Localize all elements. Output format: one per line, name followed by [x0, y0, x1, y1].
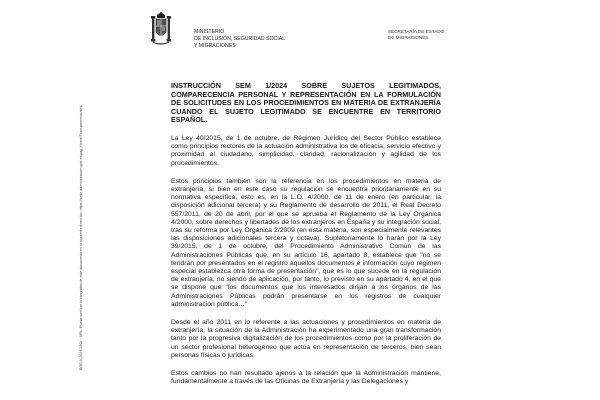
- secretaria-line: DE MIGRACIONES: [388, 35, 429, 40]
- side-verification-note: [79, 40, 89, 370]
- ministry-line: DE INCLUSIÓN, SEGURIDAD SOCIAL: [194, 36, 286, 42]
- letterhead: [150, 12, 460, 52]
- secretaria-line: SECRETARÍA DE ESTADO: [388, 29, 445, 34]
- paragraph: Estos cambios no han resultado ajenos a la relación que la Administración mantiene, fundamentalmente a través de las Oficinas de Extranjería y las Delegaciones y: [171, 370, 441, 386]
- ministry-line: Y MIGRACIONES: [194, 43, 236, 49]
- ministry-line: MINISTERIO: [194, 29, 225, 35]
- coat-of-arms-icon: [150, 12, 172, 48]
- ministry-name: [194, 29, 324, 50]
- secretaria-name: [388, 29, 468, 41]
- document-body: [171, 82, 441, 396]
- document-title: INSTRUCCIÓN SEM 1/2024 SOBRE SUJETOS LEGITIMADOS, COMPARECENCIA PERSONAL Y REPRESENTACIÓN EN LA FORMULACIÓN DE SOLICITUDES EN LOS PROCEDIMIENTOS EN MATERIA DE EXTRANJERÍA CUANDO EL SUJETO LEGITIMADO SE ENCUENTRE EN TERRITORIO ESPAÑOL.: [171, 81, 441, 125]
- paragraph: La Ley 40/2015, de 1 de octubre, de Régimen Jurídico del Sector Público establece como principios rectores de la actuación administrativa los de eficacia, servicio efectivo y proximidad al ciudadano, simplicidad, claridad, racionalización y agilidad de los procedimientos.: [171, 134, 441, 167]
- side-note-text: BOE-A-2024-2504 · URL: Puede verificar la integridad de este documento en la siguiente dirección: https://sede.administracion.gob.es/pag_Home/Transparencia.html: [79, 105, 83, 370]
- paragraph: Desde el año 2011 en lo referente a las actuaciones y procedimientos en materia de extranjería, la situación de la Administración ha experimentado una gran transformación tanto por la progresiva digitalización de los procedimientos como por la proliferación de un sector profesional heterogéneo que actúa en representación de terceros, bien sean personas físicas o jurídicas.: [171, 319, 441, 359]
- paragraph: Estos principios también son la referencia en los procedimientos en materia de extranjería, si bien en este caso su regulación se encuentra prioritariamente en su normativa específica, esto es, en la L.O. 4/2000, de 11 de enero (en particular, la disposición adicional tercera) y su Reglamento de desarrollo de 2011, el Real Decreto 557/2011, de 20 de abril, por el que se aprueba el Reglamento de la Ley Orgánica 4/2000, sobre derechos y libertades de los extranjeros en España y su integración social, tras su reforma por Ley Orgánica 2/2009 (en esta materia, son especialmente relevantes las disposiciones adicionales tercera y octava). Supletoriamente lo harán por la Ley 39/2015, de 1 de octubre, del Procedimiento Administrativo Común de las Administraciones Públicas que, en su artículo 16, apartado 8, establece que "no se tendrán por presentados en el registro aquellos documentos e información cuyo régimen especial establezca otra forma de presentación", que es lo que sucede en la regulación de extranjería, no siendo de aplicación, por tanto, lo previsto en su apartado 4, en el que se dispone que "los documentos que los interesados dirijan a los órganos de las Administraciones Públicas podrán presentarse en los registros de cualquier administración pública…": [171, 177, 441, 308]
